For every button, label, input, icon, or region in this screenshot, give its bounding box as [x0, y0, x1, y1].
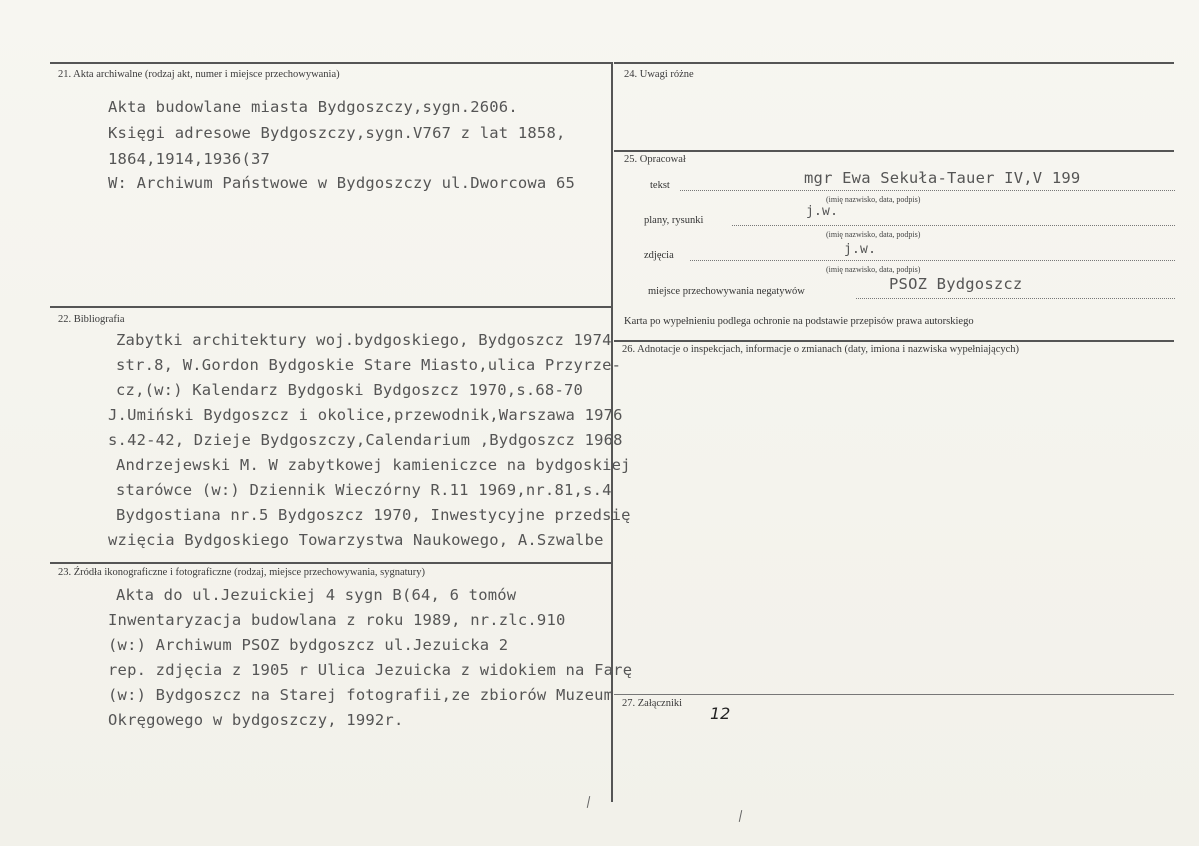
tekst-caption: (imię nazwisko, data, podpis) [826, 195, 921, 204]
rule-section-22 [50, 306, 612, 308]
section-23-line: (w:) Bydgoszcz na Starej fotografii,ze zbiorów Muzeum [108, 686, 614, 704]
zdjecia-dotted-line [690, 260, 1175, 261]
rule-section-23 [50, 562, 612, 564]
section-22-line: starówce (w:) Dziennik Wieczórny R.11 1969,nr.81,s.4 [116, 481, 612, 499]
section-22-line: Bydgostiana nr.5 Bydgoszcz 1970, Inwestycyjne przedsię [116, 506, 631, 524]
plany-value: j.w. [806, 204, 839, 219]
plany-caption: (imię nazwisko, data, podpis) [826, 230, 921, 239]
rule-section-27 [614, 694, 1174, 695]
section-23-label: 23. Źródła ikonograficzne i fotograficzne (rodzaj, miejsce przechowywania, sygnatury) [58, 567, 426, 578]
plany-label: plany, rysunki [644, 215, 704, 226]
section-22-line: s.42-42, Dzieje Bydgoszczy,Calendarium ,Bydgoszcz 1968 [108, 431, 623, 449]
section-22-line: str.8, W.Gordon Bydgoskie Stare Miasto,ulica Przyrze- [116, 356, 622, 374]
section-21-line: Akta budowlane miasta Bydgoszczy,sygn.2606. [108, 98, 518, 116]
section-22-label: 22. Bibliografia [58, 314, 125, 325]
section-22-line: cz,(w:) Kalendarz Bydgoski Bydgoszcz 1970,s.68-70 [116, 381, 584, 399]
section-23-line: Akta do ul.Jezuickiej 4 sygn B(64, 6 tomów [116, 586, 517, 604]
section-24-label: 24. Uwagi różne [624, 69, 694, 80]
zdjecia-value: j.w. [844, 242, 877, 257]
section-22-line: J.Umiński Bydgoszcz i okolice,przewodnik,Warszawa 1976 [108, 406, 623, 424]
tekst-label: tekst [650, 180, 670, 191]
rule-section-26 [614, 340, 1174, 342]
tekst-dotted-line [680, 190, 1175, 191]
section-21-line: W: Archiwum Państwowe w Bydgoszczy ul.Dworcowa 65 [108, 174, 576, 192]
section-22-line: wzięcia Bydgoskiego Towarzystwa Naukowego, A.Szwalbe [108, 531, 604, 549]
attachments-count: 12 [710, 704, 731, 723]
section-27-label: 27. Załączniki [622, 698, 683, 709]
section-25-label: 25. Opracował [624, 154, 686, 165]
pencil-mark [739, 810, 742, 822]
miejsce-dotted-line [856, 298, 1175, 299]
miejsce-value: PSOZ Bydgoszcz [889, 275, 1023, 293]
rule-section-25 [614, 150, 1174, 152]
tekst-value: mgr Ewa Sekuła-Tauer IV,V 199 [804, 169, 1081, 187]
section-23-line: (w:) Archiwum PSOZ bydgoszcz ul.Jezuicka 2 [108, 636, 509, 654]
copyright-notice: Karta po wypełnieniu podlega ochronie na podstawie przepisów prawa autorskiego [624, 316, 974, 327]
section-22-line: Zabytki architektury woj.bydgoskiego, Bydgoszcz 1974 [116, 331, 612, 349]
section-21-line: Księgi adresowe Bydgoszczy,sygn.V767 z lat 1858, [108, 124, 566, 142]
zdjecia-label: zdjęcia [644, 250, 674, 261]
section-23-line: Inwentaryzacja budowlana z roku 1989, nr.zlc.910 [108, 611, 566, 629]
section-23-line: rep. zdjęcia z 1905 r Ulica Jezuicka z widokiem na Farę [108, 661, 633, 679]
section-21-line: 1864,1914,1936(37 [108, 150, 271, 168]
section-26-label: 26. Adnotacje o inspekcjach, informacje o zmianach (daty, imiona i nazwiska wypełniających) [622, 344, 1020, 355]
top-rule-right [614, 62, 1174, 64]
pencil-mark [587, 796, 590, 808]
zdjecia-caption: (imię nazwisko, data, podpis) [826, 265, 921, 274]
miejsce-label: miejsce przechowywania negatywów [648, 286, 805, 297]
section-22-line: Andrzejewski M. W zabytkowej kamieniczce na bydgoskiej [116, 456, 631, 474]
plany-dotted-line [732, 225, 1175, 226]
section-21-label: 21. Akta archiwalne (rodzaj akt, numer i miejsce przechowywania) [58, 69, 340, 80]
top-rule-left [50, 62, 612, 64]
section-23-line: Okręgowego w bydgoszczy, 1992r. [108, 711, 404, 729]
